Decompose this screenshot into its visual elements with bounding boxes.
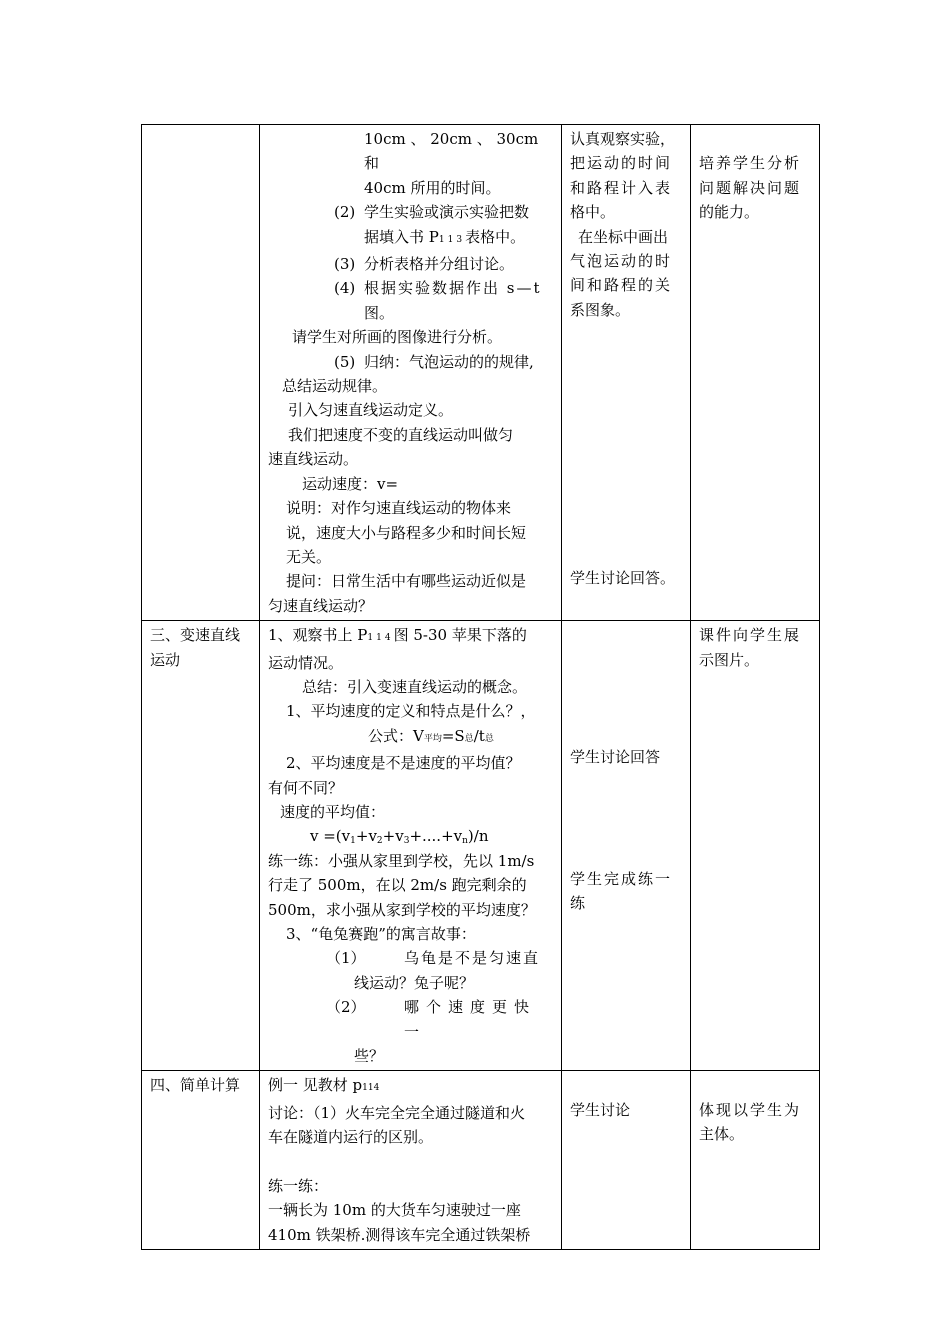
teacher-activity-cell <box>260 1071 562 1250</box>
text-line: 无关。 <box>286 547 332 566</box>
text-line: 40cm 所用的时间。 <box>364 178 501 197</box>
list-number: （1） <box>326 949 366 968</box>
text-line: 请学生对所画的图像进行分析。 <box>292 328 503 347</box>
design-intent-cell <box>691 621 820 1071</box>
text-line: 车在隧道内运行的区别。 <box>268 1128 434 1147</box>
text-line: 系图象。 <box>570 300 631 319</box>
text-line: 1、平均速度的定义和特点是什么？， <box>286 702 536 721</box>
text-line: 讨论：（1）火车完全完全通过隧道和火 <box>268 1103 526 1122</box>
text-line: 归纳：气泡运动的的规律, <box>364 352 534 371</box>
text-line: 课件向学生展 <box>699 626 802 645</box>
text-line: 练 <box>570 894 586 913</box>
page-number: 114 <box>367 633 394 644</box>
design-intent-cell <box>691 1071 820 1250</box>
design-intent-cell <box>691 125 820 621</box>
text-line: 引入匀速直线运动定义。 <box>288 401 454 420</box>
student-activity-cell <box>562 621 691 1071</box>
text-line: 10cm 、 20cm 、 30cm 和 <box>364 130 539 173</box>
text-line: 一辆长为 10m 的大货车匀速驶过一座 <box>268 1201 521 1220</box>
text-line: 1、观察书上 P114图 5-30 苹果下落的 <box>268 626 527 645</box>
text-line: 培养学生分析 <box>699 154 802 173</box>
text-line: 和路程计入表 <box>570 178 673 197</box>
text-line: 练一练：小强从家里到学校，先以 1m/s <box>268 851 535 870</box>
text-line: 学生讨论 <box>570 1100 631 1119</box>
page-number: 114 <box>362 1083 380 1094</box>
text-line: 练一练： <box>268 1177 329 1196</box>
text-line: 速度的平均值： <box>280 802 386 821</box>
text-line: 学生完成练一 <box>570 870 673 889</box>
text-line: 我们把速度不变的直线运动叫做匀 <box>288 425 514 444</box>
text-line: 行走了 500m，在以 2m/s 跑完剩余的 <box>268 876 527 895</box>
text-line: 410m 铁架桥.测得该车完全通过铁架桥 <box>268 1225 531 1244</box>
text-line: 间和路程的关 <box>570 276 673 295</box>
text-line: 总结：引入变速直线运动的概念。 <box>302 677 528 696</box>
text-line: 在坐标中画出 <box>578 227 669 246</box>
text-line: 据填入书 P113表格中。 <box>364 227 526 246</box>
text-line: 说明：对作匀速直线运动的物体来 <box>286 499 512 518</box>
text-line: 3、“龟兔赛跑”的寓言故事： <box>286 925 476 943</box>
teacher-activity-cell <box>260 621 562 1071</box>
text-line: 500m，求小强从家到学校的平均速度？ <box>268 900 536 919</box>
list-number: （2） <box>326 998 366 1017</box>
list-number: (3) <box>334 255 356 274</box>
section-cell: 三、变速直线运动 <box>142 621 260 1071</box>
text-line: 学生讨论回答 <box>570 748 661 767</box>
table-row <box>142 1071 820 1250</box>
text-line: 分析表格并分组讨论。 <box>364 255 515 274</box>
text-line: 运动速度：v= <box>302 474 399 493</box>
text-line: 例一 见教材 p114 <box>268 1076 380 1095</box>
text-line: 示图片。 <box>699 650 760 669</box>
text-line: 气泡运动的时 <box>570 252 673 271</box>
text-line: 2、平均速度是不是速度的平均值？ <box>286 754 521 773</box>
text-line: 把运动的时间 <box>570 154 673 173</box>
section-cell <box>142 125 260 621</box>
text-line: 主体。 <box>699 1125 745 1144</box>
text-line: 有何不同？ <box>268 778 344 797</box>
text-line: 学生讨论回答。 <box>570 569 676 588</box>
text-line: 说，速度大小与路程多少和时间长短 <box>286 523 527 542</box>
list-number: (2) <box>334 203 356 222</box>
list-number: (5) <box>334 352 356 371</box>
text-line: 运动情况。 <box>268 653 344 672</box>
text-line: 图。 <box>364 303 395 322</box>
lesson-plan-table <box>141 124 820 1250</box>
text-line: 体现以学生为 <box>699 1100 802 1119</box>
table-row <box>142 125 820 621</box>
text-line: 总结运动规律。 <box>282 377 388 396</box>
text-line: 认真观察实验， <box>570 130 676 148</box>
text-line: 速直线运动。 <box>268 450 359 469</box>
text-line: 问题解决问题 <box>699 178 802 197</box>
list-number: (4) <box>334 279 356 298</box>
formula-line: $v =(v_1+v_2+v_3+....+v_n)/n$ <box>310 827 489 847</box>
text-line: 匀速直线运动？ <box>268 596 374 615</box>
text-line: 学生实验或演示实验把数 <box>364 203 530 222</box>
student-activity-cell <box>562 1071 691 1250</box>
text-line: 格中。 <box>570 203 616 222</box>
text-line: 些？ <box>354 1047 385 1066</box>
text-line: 乌龟是不是匀速直 <box>404 949 541 968</box>
text-line: 哪个速度更快一 <box>404 998 537 1041</box>
teacher-activity-cell <box>260 125 562 621</box>
text-line: 的能力。 <box>699 203 760 222</box>
text-line: 线运动？兔子呢？ <box>354 973 475 992</box>
section-cell: 四、简单计算 <box>142 1071 260 1250</box>
text-line: 根据实验数据作出 s—t <box>364 279 542 298</box>
student-activity-cell <box>562 125 691 621</box>
page-number: 113 <box>438 234 466 245</box>
formula-line: 公式：V平均=S总/t总 <box>368 726 494 745</box>
table-row <box>142 621 820 1071</box>
text-line: 提问：日常生活中有哪些运动近似是 <box>286 572 527 591</box>
